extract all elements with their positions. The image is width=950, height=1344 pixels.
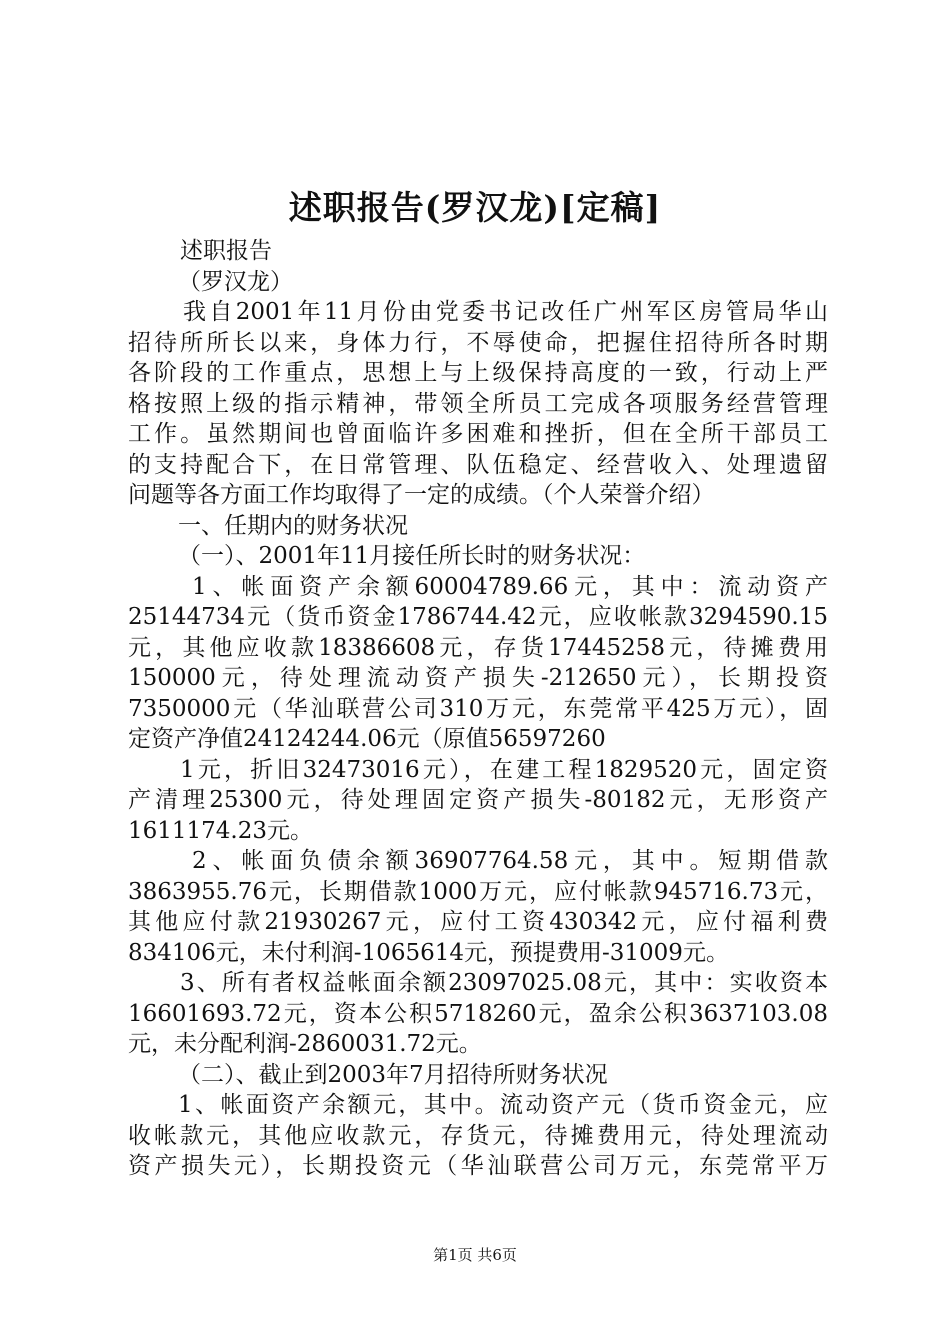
- subsection-heading: （二）、截止到2003年7月招待所财务状况: [178, 1061, 608, 1088]
- subsection-heading: （一）、2001年11月接任所长时的财务状况：: [178, 543, 646, 569]
- paragraph-line: 834106元，未付利润-1065614元，预提费用-31009元。: [128, 939, 729, 966]
- paragraph-line: 其他应付款21930267元，应付工资430342元，应付福利费: [128, 909, 828, 935]
- paragraph-line: 1611174.23元。: [128, 817, 314, 844]
- paragraph-line: 的支持配合下，在日常管理、队伍稳定、经营收入、处理遗留: [128, 451, 828, 478]
- paragraph-line: 产清理25300元，待处理固定资产损失-80182元，无形资产: [128, 787, 828, 813]
- paragraph-line: 16601693.72元，资本公积5718260元，盈余公积3637103.08: [128, 1000, 828, 1027]
- page-title: 述职报告(罗汉龙)[定稿]: [288, 188, 662, 227]
- section-heading: 一、任期内的财务状况: [178, 512, 408, 539]
- author-line: （罗汉龙）: [178, 268, 293, 295]
- paragraph-line: 元，其他应收款18386608元，存货17445258元，待摊费用: [128, 634, 828, 661]
- paragraph-line: 各阶段的工作重点，思想上与上级保持高度的一致，行动上严: [128, 360, 828, 386]
- report-heading: 述职报告: [180, 238, 272, 264]
- paragraph-line: 格按照上级的指示精神，带领全所员工完成各项服务经营管理: [128, 390, 828, 417]
- page-footer: 第1页 共6页: [433, 1246, 517, 1264]
- paragraph-line: 1、帐面资产余额元，其中。流动资产元（货币资金元，应: [178, 1092, 828, 1118]
- paragraph-line: 资产损失元），长期投资元（华汕联营公司万元，东莞常平万: [128, 1153, 828, 1179]
- paragraph-line: 招待所所长以来，身体力行，不辱使命，把握住招待所各时期: [128, 329, 828, 356]
- paragraph-line: 150000元，待处理流动资产损失-212650元），长期投资: [128, 665, 828, 691]
- paragraph-line: 收帐款元，其他应收款元，存货元，待摊费用元，待处理流动: [128, 1122, 828, 1149]
- paragraph-line: 工作。虽然期间也曾面临许多困难和挫折，但在全所干部员工: [128, 421, 828, 447]
- paragraph-line: 1元，折旧32473016元），在建工程1829520元，固定资: [180, 756, 828, 783]
- paragraph-line: 1、帐面资产余额60004789.66元，其中：流动资产: [192, 573, 828, 600]
- paragraph-line: 问题等各方面工作均取得了一定的成绩。（个人荣誉介绍）: [128, 482, 715, 508]
- paragraph-line: 2、帐面负债余额36907764.58元，其中。短期借款: [192, 848, 828, 874]
- document-body: [128, 236, 828, 1182]
- paragraph-line: 元，未分配利润-2860031.72元。: [128, 1031, 482, 1057]
- paragraph-line: 定资产净值24124244.06元（原值56597260: [128, 726, 606, 752]
- paragraph-line: 3、所有者权益帐面余额23097025.08元，其中：实收资本: [180, 970, 828, 996]
- paragraph-line: 7350000元（华汕联营公司310万元，东莞常平425万元），固: [128, 695, 828, 722]
- paragraph-line: 3863955.76元，长期借款1000万元，应付帐款945716.73元，: [128, 878, 828, 905]
- paragraph-line: 25144734元（货币资金1786744.42元，应收帐款3294590.15: [128, 604, 828, 630]
- paragraph-line: 我自2001年11月份由党委书记改任广州军区房管局华山: [183, 299, 828, 325]
